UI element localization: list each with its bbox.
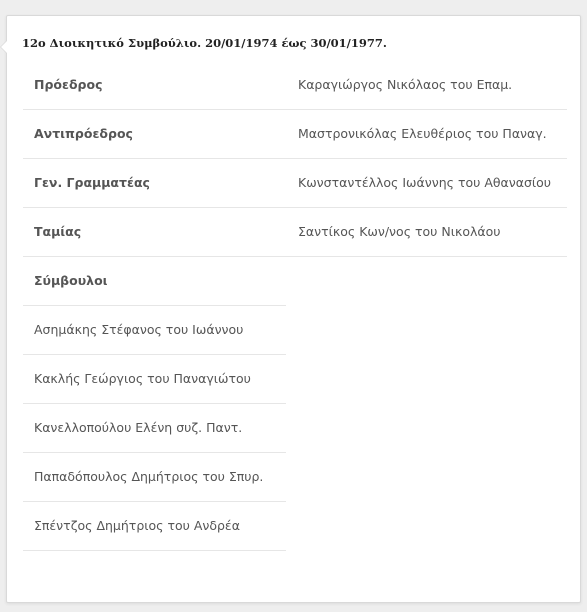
member-row bbox=[23, 453, 286, 502]
members-heading: Σύμβουλοι bbox=[34, 273, 108, 288]
officer-row-treasurer bbox=[23, 208, 567, 257]
board-title: 12ο Διοικητικό Συμβούλιο. 20/01/1974 έως 30/01/1977. bbox=[22, 36, 387, 50]
member-row bbox=[23, 306, 286, 355]
role-label: Ταμίας bbox=[34, 224, 82, 239]
card-pointer bbox=[0, 40, 7, 54]
role-label: Πρόεδρος bbox=[34, 77, 103, 92]
member-name: Παπαδόπουλος Δημήτριος του Σπυρ. bbox=[34, 469, 264, 484]
board-card bbox=[6, 15, 581, 603]
role-label: Αντιπρόεδρος bbox=[34, 126, 133, 141]
person-name: Μαστρονικόλας Ελευθέριος του Παναγ. bbox=[298, 126, 547, 141]
member-row bbox=[23, 355, 286, 404]
member-name: Ασημάκης Στέφανος του Ιωάννου bbox=[34, 322, 244, 337]
role-label: Γεν. Γραμματέας bbox=[34, 175, 150, 190]
members-heading-row bbox=[23, 257, 286, 306]
member-row bbox=[23, 404, 286, 453]
member-name: Κακλής Γεώργιος του Παναγιώτου bbox=[34, 371, 251, 386]
person-name: Σαντίκος Κων/νος του Νικολάου bbox=[298, 224, 501, 239]
member-name: Κανελλοπούλου Ελένη συζ. Παντ. bbox=[34, 420, 243, 435]
person-name: Κωνσταντέλλος Ιωάννης του Αθανασίου bbox=[298, 175, 552, 190]
officer-row-vice-president bbox=[23, 110, 567, 159]
member-row bbox=[23, 502, 286, 551]
officer-row-president bbox=[23, 61, 567, 110]
person-name: Καραγιώργος Νικόλαος του Επαμ. bbox=[298, 77, 513, 92]
officer-row-secretary bbox=[23, 159, 567, 208]
member-name: Σπέντζος Δημήτριος του Ανδρέα bbox=[34, 518, 240, 533]
